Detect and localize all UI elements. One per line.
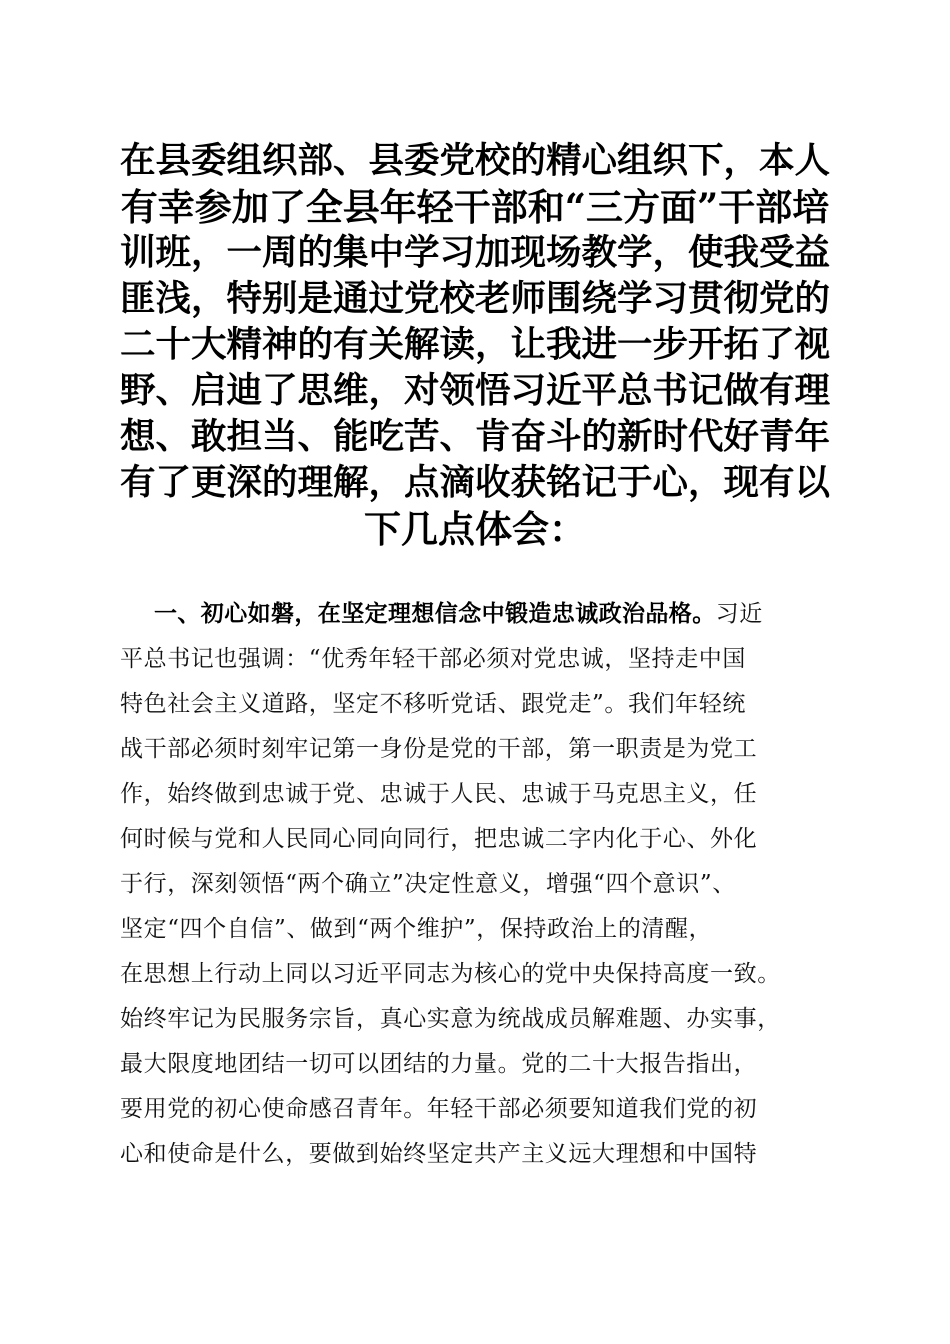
body-line: 心和使命是什么，要做到始终坚定共产主义远大理想和中国特	[120, 1141, 758, 1167]
body-line: 要用党的初心使命感召青年。年轻干部必须要知道我们党的初	[120, 1096, 758, 1122]
title-line: 训班，一周的集中学习加现场教学，使我受益	[120, 232, 831, 273]
body-line: 在思想上行动上同以习近平同志为核心的党中央保持高度一致。	[120, 961, 781, 987]
title-line: 在县委组织部、县委党校的精心组织下，本人	[120, 140, 831, 181]
title-line: 野、启迪了思维，对领悟习近平总书记做有理	[120, 370, 831, 411]
title-line: 下几点体会：	[364, 507, 586, 551]
body-line: 最大限度地团结一切可以团结的力量。党的二十大报告指出，	[120, 1051, 758, 1077]
title-line: 二十大精神的有关解读，让我进一步开拓了视	[120, 324, 831, 365]
body-line: 特色社会主义道路，坚定不移听党话、跟党走”。我们年轻统	[120, 691, 746, 717]
body-line: 作，始终做到忠诚于党、忠诚于人民、忠诚于马克思主义，任	[120, 781, 758, 807]
title-line: 有幸参加了全县年轻干部和“三方面”干部培	[120, 185, 830, 229]
document-title	[120, 138, 830, 552]
body-first-line-rest: 习近	[715, 601, 763, 627]
body-line: 始终牢记为民服务宗旨，真心实意为统战成员解难题、办实事，	[120, 1006, 781, 1032]
body-first-line	[120, 592, 836, 637]
title-line: 想、敢担当、能吃苦、肯奋斗的新时代好青年	[120, 416, 831, 457]
body-paragraph	[120, 592, 836, 1177]
section-heading: 一、初心如磐，在坚定理想信念中锻造忠诚政治品格。	[154, 601, 716, 627]
body-line: 何时候与党和人民同心同向同行，把忠诚二字内化于心、外化	[120, 826, 758, 852]
body-line: 坚定“四个自信”、做到“两个维护”，保持政治上的清醒，	[120, 916, 713, 942]
body-line: 于行，深刻领悟“两个确立”决定性意义，增强“四个意识”、	[120, 871, 736, 897]
body-line: 平总书记也强调：“优秀年轻干部必须对党忠诚，坚持走中国	[120, 646, 746, 672]
title-line: 有了更深的理解，点滴收获铭记于心，现有以	[120, 462, 831, 503]
body-line: 战干部必须时刻牢记第一身份是党的干部，第一职责是为党工	[120, 736, 758, 762]
title-line: 匪浅，特别是通过党校老师围绕学习贯彻党的	[120, 278, 831, 319]
